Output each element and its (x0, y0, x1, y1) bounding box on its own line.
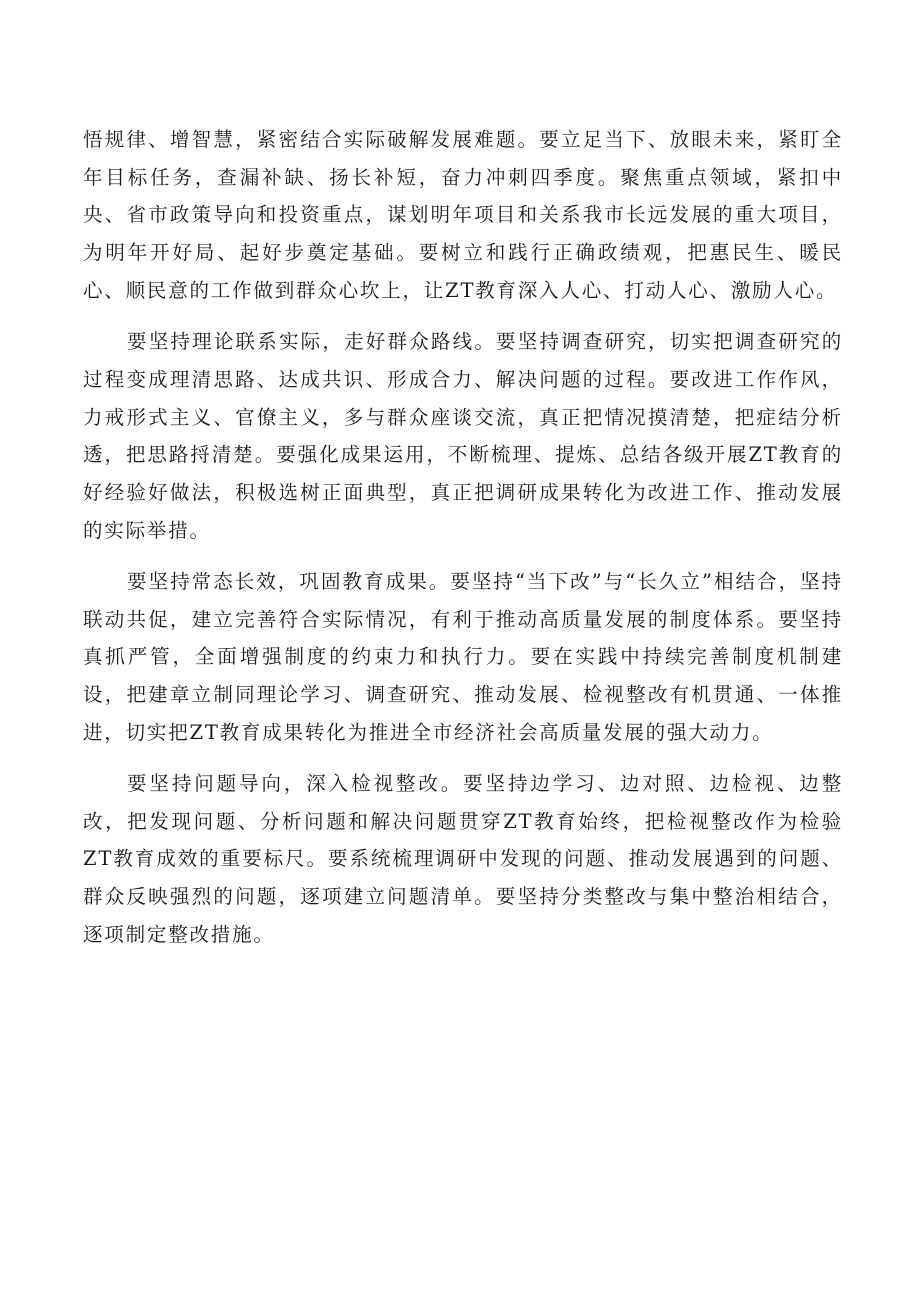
paragraph-3: 要坚持常态长效，巩固教育成果。要坚持“当下改”与“长久立”相结合，坚持联动共促，建立完善符合实际情况，有利于推动高质量发展的制度体系。要坚持真抓严管，全面增强制度的约束力和执行力。要在实践中持续完善制度机制建设，把建章立制同理论学习、调查研究、推动发展、检视整改有机贯通、一体推进，切实把ZT教育成果转化为推进全市经济社会高质量发展的强大动力。 (83, 569, 843, 744)
paragraph-1: 悟规律、增智慧，紧密结合实际破解发展难题。要立足当下、放眼未来，紧盯全年目标任务，查漏补缺、扬长补短，奋力冲刺四季度。聚焦重点领域，紧扣中央、省市政策导向和投资重点，谋划明年项目和关系我市长远发展的重大项目，为明年开好局、起好步奠定基础。要树立和践行正确政绩观，把惠民生、暖民心、顺民意的工作做到群众心坎上，让ZT教育深入人心、打动人心、激励人心。 (83, 128, 843, 302)
document-body (83, 121, 843, 967)
paragraph-4: 要坚持问题导向，深入检视整改。要坚持边学习、边对照、边检视、边整改，把发现问题、分析问题和解决问题贯穿ZT教育始终，把检视整改作为检验ZT教育成效的重要标尺。要系统梳理调研中发现的问题、推动发展遇到的问题、群众反映强烈的问题，逐项建立问题清单。要坚持分类整改与集中整治相结合，逐项制定整改措施。 (83, 772, 843, 946)
paragraph-2: 要坚持理论联系实际，走好群众路线。要坚持调查研究，切实把调查研究的过程变成理清思路、达成共识、形成合力、解决问题的过程。要改进工作作风，力戒形式主义、官僚主义，多与群众座谈交流，真正把情况摸清楚，把症结分析透，把思路捋清楚。要强化成果运用，不断梳理、提炼、总结各级开展ZT教育的好经验好做法，积极选树正面典型，真正把调研成果转化为改进工作、推动发展的实际举措。 (83, 330, 843, 542)
